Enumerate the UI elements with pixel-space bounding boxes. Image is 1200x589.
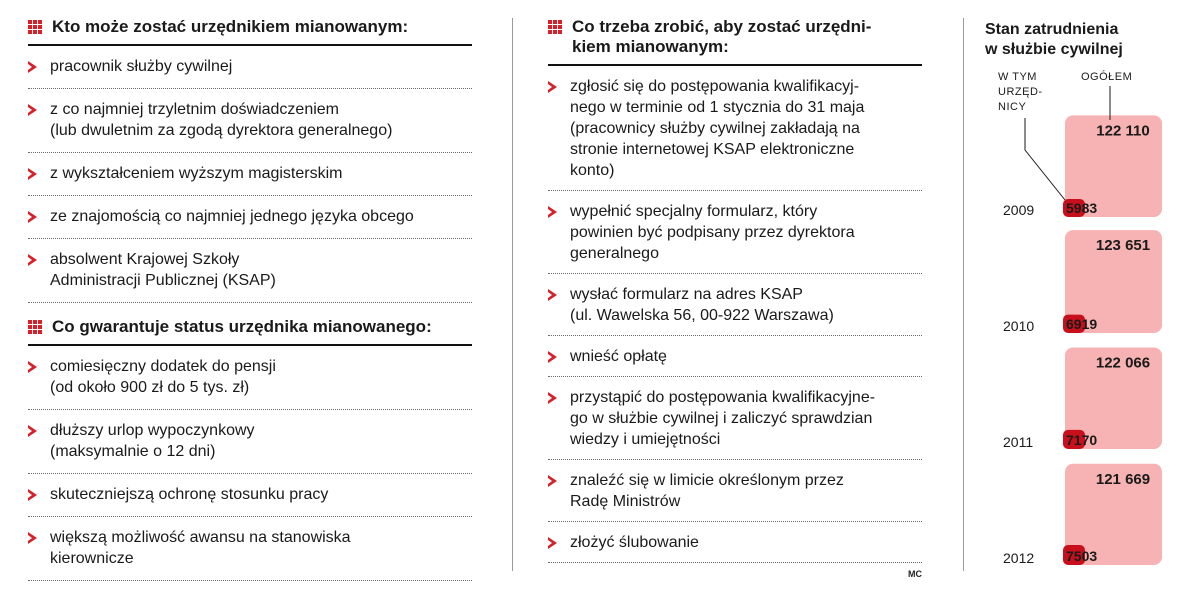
list-item-line: nego w terminie od 1 stycznia do 31 maja: [570, 99, 865, 116]
list-item-line: pracownik służby cywilnej: [50, 58, 233, 75]
list-item-line: skuteczniejszą ochronę stosunku pracy: [50, 486, 329, 503]
list-item-line: go w służbie cywilnej i zaliczyć sprawdzian: [570, 410, 873, 427]
list-item: [548, 522, 922, 563]
chevron-bullet-icon: [28, 61, 38, 73]
list-item: [28, 46, 472, 89]
list-item-line: generalnego: [570, 245, 659, 262]
chevron-bullet-icon: [28, 361, 38, 373]
list-item-line: złożyć ślubowanie: [570, 534, 699, 551]
chevron-bullet-icon: [548, 392, 558, 404]
list-item-text: [50, 249, 276, 291]
list-item-text: [570, 532, 699, 553]
list-item: [28, 196, 472, 239]
chevron-bullet-icon: [548, 475, 558, 487]
year-label: 2012: [1003, 550, 1035, 566]
list-item-line: wnieść opłatę: [570, 348, 667, 365]
list-item-line: Radę Ministrów: [570, 493, 681, 510]
legend-total-label: OGÓŁEM: [1081, 71, 1133, 83]
list-item: [28, 346, 472, 410]
list-item-line: większą możliwość awansu na stanowiska: [50, 529, 351, 546]
chevron-bullet-icon: [28, 254, 38, 266]
chevron-bullet-icon: [548, 81, 558, 93]
list-item: [28, 474, 472, 517]
column-divider: [963, 18, 964, 571]
list-item-line: znaleźć się w limicie określonym przez: [570, 472, 844, 489]
chevron-bullet-icon: [28, 168, 38, 180]
list-item-text: [50, 163, 342, 184]
chevron-bullet-icon: [28, 532, 38, 544]
chevron-bullet-icon: [28, 104, 38, 116]
middle-column: [548, 17, 922, 579]
list-item-line: wysłać formularz na adres KSAP: [570, 286, 803, 303]
list-item-line: stronie internetowej KSAP elektroniczne: [570, 141, 855, 158]
guarantees-list: [28, 346, 472, 581]
year-label: 2009: [1003, 202, 1035, 218]
list-item-text: [570, 76, 864, 181]
list-item-text: [570, 387, 875, 450]
chevron-bullet-icon: [28, 425, 38, 437]
list-item: [28, 410, 472, 474]
heading-text: Kto może zostać urzędnikiem mianowanym:: [52, 17, 409, 36]
list-item-text: [570, 201, 855, 264]
list-item-text: [50, 420, 255, 462]
section-guarantees: [28, 317, 472, 581]
subset-value-label: 6919: [1066, 316, 1098, 332]
list-item-line: comiesięczny dodatek do pensji: [50, 358, 276, 375]
left-column: [28, 0, 472, 581]
list-item-line: kierownicze: [50, 550, 134, 567]
list-item: [548, 460, 922, 522]
chevron-bullet-icon: [28, 211, 38, 223]
year-label: 2011: [1003, 434, 1034, 450]
list-item-line: zgłosić się do postępowania kwalifikacyj-: [570, 78, 860, 95]
chevron-bullet-icon: [548, 351, 558, 363]
list-item-text: [570, 470, 844, 512]
list-item-line: (ul. Wawelska 56, 00-922 Warszawa): [570, 307, 834, 324]
total-value-label: 122 066: [1095, 354, 1151, 372]
grid-bullet-icon: [28, 320, 42, 334]
grid-bullet-icon: [548, 20, 562, 34]
subset-value-label: 7503: [1066, 548, 1098, 564]
requirements-list: [28, 46, 472, 303]
list-item-line: (lub dwuletnim za zgodą dyrektora generalnego): [50, 122, 393, 139]
list-item: [28, 517, 472, 581]
list-item: [548, 377, 922, 460]
grid-bullet-icon: [28, 20, 42, 34]
list-item-line: ze znajomością co najmniej jednego języka obcego: [50, 208, 414, 225]
list-item-text: [50, 56, 232, 77]
chart-title: Stan zatrudnienia w służbie cywilnej: [985, 21, 1123, 58]
leader-line-sub: [1025, 118, 1065, 200]
list-item: [28, 153, 472, 196]
steps-list: [548, 66, 922, 563]
legend-sub-label: URZĘD-: [998, 86, 1043, 98]
list-item-line: wypełnić specjalny formularz, który: [570, 203, 818, 220]
total-value-label: 121 669: [1095, 470, 1151, 488]
section-heading: [28, 317, 472, 346]
list-item: [28, 239, 472, 303]
legend-sub-label: W TYM: [998, 71, 1037, 83]
list-item: [548, 274, 922, 336]
list-item-text: [50, 484, 328, 505]
list-item-line: Administracji Publicznej (KSAP): [50, 272, 276, 289]
list-item-line: przystąpić do postępowania kwalifikacyjne-: [570, 389, 876, 406]
column-divider: [512, 18, 513, 571]
list-item-line: dłuższy urlop wypoczynkowy: [50, 422, 255, 439]
list-item-line: powinien być podpisany przez dyrektora: [570, 224, 855, 241]
list-item: [548, 336, 922, 377]
list-item-text: [570, 346, 667, 367]
list-item-line: wiedzy i umiejętności: [570, 431, 721, 448]
chart-column: [985, 0, 1175, 589]
chevron-bullet-icon: [548, 537, 558, 549]
list-item: [548, 66, 922, 191]
chevron-bullet-icon: [548, 206, 558, 218]
list-item-text: [50, 206, 414, 227]
list-item-line: (maksymalnie o 12 dni): [50, 443, 216, 460]
subset-value-label: 5983: [1066, 200, 1098, 216]
section-heading: [548, 17, 922, 66]
list-item-line: (pracownicy służby cywilnej zakładają na: [570, 120, 860, 137]
list-item-text: [50, 527, 351, 569]
chevron-bullet-icon: [548, 289, 558, 301]
chevron-bullet-icon: [28, 489, 38, 501]
legend-sub-label: NICY: [998, 101, 1027, 113]
year-label: 2010: [1003, 318, 1035, 334]
employment-chart: [985, 0, 1175, 589]
total-value-label: 123 651: [1095, 237, 1151, 255]
list-item-line: konto): [570, 162, 615, 179]
heading-text: Co trzeba zrobić, aby zostać urzędni- kiem mianowanym:: [572, 17, 872, 56]
list-item: [548, 191, 922, 274]
list-item: [28, 89, 472, 153]
list-item-text: [570, 284, 834, 326]
author-credit: MC: [908, 569, 922, 579]
list-item-line: z co najmniej trzyletnim doświadczeniem: [50, 101, 339, 118]
list-item-line: absolwent Krajowej Szkoły: [50, 251, 240, 268]
list-item-text: [50, 99, 392, 141]
section-heading: [28, 17, 472, 46]
section-who-can: [28, 17, 472, 303]
heading-text: Co gwarantuje status urzędnika mianowanego:: [52, 317, 432, 336]
total-value-label: 122 110: [1096, 122, 1150, 140]
list-item-line: (od około 900 zł do 5 tys. zł): [50, 379, 250, 396]
list-item-line: z wykształceniem wyższym magisterskim: [50, 165, 343, 182]
list-item-text: [50, 356, 276, 398]
subset-value-label: 7170: [1066, 432, 1098, 448]
